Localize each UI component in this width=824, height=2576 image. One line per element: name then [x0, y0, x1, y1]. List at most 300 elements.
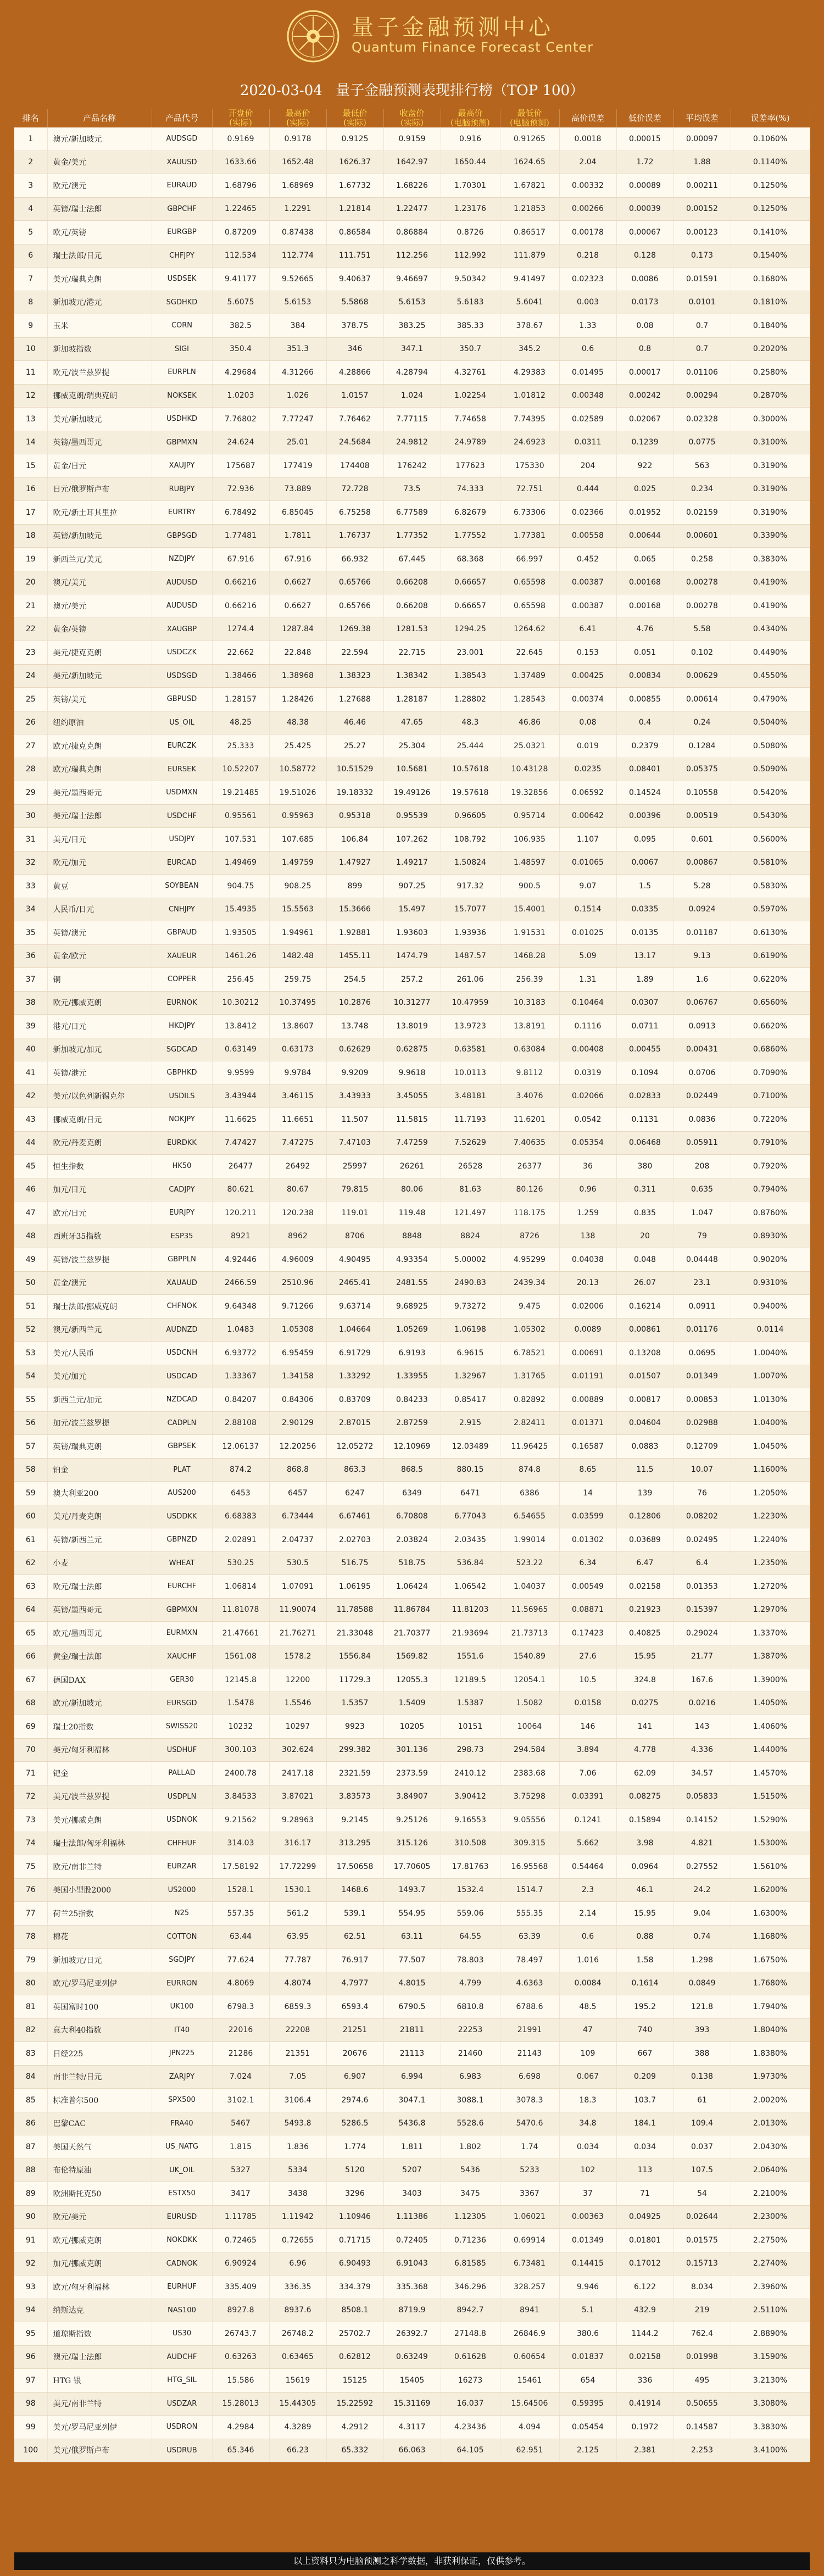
value-cell: 15125 [326, 2369, 383, 2393]
value-cell: 62.951 [500, 2439, 559, 2462]
value-cell: 9.05556 [500, 1809, 559, 1832]
value-cell: 328.257 [500, 2275, 559, 2299]
rank-cell: 75 [14, 1855, 47, 1879]
product-name-cell: 加元/挪威克朗 [47, 2252, 152, 2275]
product-name-cell: 欧元/罗马尼亚列伊 [47, 1972, 152, 1995]
product-name-cell: 日经225 [47, 2042, 152, 2066]
value-cell: 10.30212 [212, 991, 269, 1015]
product-name-cell: 美元/日元 [47, 828, 152, 852]
value-cell: 2.0640% [731, 2158, 810, 2182]
value-cell: 0.71715 [326, 2229, 383, 2252]
rank-cell: 88 [14, 2158, 47, 2182]
value-cell: 1551.6 [441, 1645, 500, 1668]
table-row [14, 2345, 810, 2369]
value-cell: 1.68969 [269, 174, 326, 198]
value-cell: 7.47103 [326, 1131, 383, 1155]
value-cell: 9.475 [500, 1295, 559, 1318]
value-cell: 0.01591 [673, 268, 731, 291]
value-cell: 62.09 [616, 1762, 673, 1785]
value-cell: 4.6363 [500, 1972, 559, 1995]
value-cell: 868.8 [269, 1458, 326, 1482]
product-name-cell: 英镑/瑞士法郎 [47, 197, 152, 221]
column-header: 排名 [14, 109, 47, 127]
value-cell: 6.698 [500, 2065, 559, 2089]
value-cell: 0.0542 [559, 1108, 616, 1132]
value-cell: 6.907 [326, 2065, 383, 2089]
product-code-cell: USDCNH [152, 1342, 212, 1365]
value-cell: 6.67461 [326, 1505, 383, 1528]
value-cell: 0.01998 [673, 2345, 731, 2369]
value-cell: 24.6923 [500, 431, 559, 454]
value-cell: 9.64348 [212, 1295, 269, 1318]
value-cell: 66.23 [269, 2439, 326, 2462]
product-name-cell: 新加坡元/港元 [47, 291, 152, 314]
table-row [14, 1972, 810, 1995]
value-cell: 1.11785 [212, 2205, 269, 2229]
rank-cell: 1 [14, 127, 47, 151]
value-cell: 3.90412 [441, 1785, 500, 1809]
value-cell: 2.915 [441, 1411, 500, 1435]
value-cell: 301.136 [383, 1738, 441, 1762]
value-cell: 1.28802 [441, 688, 500, 711]
rank-cell: 58 [14, 1458, 47, 1482]
rank-cell: 11 [14, 361, 47, 385]
table-row [14, 1855, 810, 1879]
value-cell: 0.00387 [559, 571, 616, 594]
product-code-cell: USDDKK [152, 1505, 212, 1528]
value-cell: 66.932 [326, 548, 383, 571]
value-cell: 1578.2 [269, 1645, 326, 1668]
value-cell: 1.5082 [500, 1692, 559, 1715]
table-row [14, 291, 810, 314]
value-cell: 1.34158 [269, 1365, 326, 1388]
value-cell: 1.89 [616, 968, 673, 992]
value-cell: 4.23436 [441, 2416, 500, 2439]
value-cell: 9.50342 [441, 268, 500, 291]
product-code-cell: EURNOK [152, 991, 212, 1015]
value-cell: 10.37495 [269, 991, 326, 1015]
product-code-cell: US_OIL [152, 711, 212, 735]
value-cell: 1633.66 [212, 151, 269, 174]
rank-cell: 8 [14, 291, 47, 314]
value-cell: 62.51 [326, 1925, 383, 1949]
value-cell: 0.02067 [616, 408, 673, 431]
value-cell: 0.01837 [559, 2345, 616, 2369]
value-cell: 8848 [383, 1225, 441, 1248]
value-cell: 315.126 [383, 1832, 441, 1855]
value-cell: 16.037 [441, 2392, 500, 2416]
value-cell: 380 [616, 1155, 673, 1178]
value-cell: 0.01801 [616, 2229, 673, 2252]
value-cell: 119.48 [383, 1201, 441, 1225]
value-cell: 256.45 [212, 968, 269, 992]
value-cell: 0.0216 [673, 1692, 731, 1715]
value-cell: 0.1239 [616, 431, 673, 454]
value-cell: 10.31277 [383, 991, 441, 1015]
value-cell: 0.1810% [731, 291, 810, 314]
value-cell: 740 [616, 2018, 673, 2042]
value-cell: 12055.3 [383, 1668, 441, 1692]
value-cell: 0.14152 [673, 1809, 731, 1832]
value-cell: 0.7220% [731, 1108, 810, 1132]
value-cell: 0.02988 [673, 1411, 731, 1435]
value-cell: 24.624 [212, 431, 269, 454]
value-cell: 1.836 [269, 2135, 326, 2159]
value-cell: 21351 [269, 2042, 326, 2066]
value-cell: 2.02703 [326, 1528, 383, 1552]
value-cell: 1.026 [269, 384, 326, 408]
value-cell: 3102.1 [212, 2089, 269, 2112]
product-code-cell: US_NATG [152, 2135, 212, 2159]
value-cell: 1.5387 [441, 1692, 500, 1715]
product-code-cell: NZDCAD [152, 1388, 212, 1412]
product-name-cell: 恒生指数 [47, 1155, 152, 1178]
value-cell: 0.5090% [731, 758, 810, 781]
value-cell: 112.256 [383, 244, 441, 268]
table-row [14, 1435, 810, 1459]
value-cell: 1.33292 [326, 1365, 383, 1388]
value-cell: 4.8074 [269, 1972, 326, 1995]
value-cell: 15.5563 [269, 898, 326, 921]
product-name-cell: 美国小型股2000 [47, 1878, 152, 1902]
value-cell: 0.0311 [559, 431, 616, 454]
value-cell: 5436.8 [383, 2112, 441, 2135]
value-cell: 10.3183 [500, 991, 559, 1015]
value-cell: 10151 [441, 1715, 500, 1739]
value-cell: 2481.55 [383, 1271, 441, 1295]
rank-cell: 76 [14, 1878, 47, 1902]
rank-cell: 62 [14, 1551, 47, 1575]
value-cell: 324.8 [616, 1668, 673, 1692]
value-cell: 9.9784 [269, 1061, 326, 1085]
table-row [14, 1528, 810, 1552]
value-cell: 6.994 [383, 2065, 441, 2089]
value-cell: 6.91729 [326, 1342, 383, 1365]
value-cell: 0.9310% [731, 1271, 810, 1295]
value-cell: 21.47661 [212, 1622, 269, 1645]
value-cell: 2.2740% [731, 2252, 810, 2275]
table-row [14, 1645, 810, 1668]
value-cell: 0.0307 [616, 991, 673, 1015]
value-cell: 19.32856 [500, 781, 559, 805]
value-cell: 1.50824 [441, 851, 500, 875]
value-cell: 0.0706 [673, 1061, 731, 1085]
value-cell: 0.74 [673, 1925, 731, 1949]
value-cell: 0.3190% [731, 477, 810, 501]
value-cell: 9.9209 [326, 1061, 383, 1085]
rank-cell: 27 [14, 735, 47, 758]
value-cell: 6.34 [559, 1551, 616, 1575]
value-cell: 4.3289 [269, 2416, 326, 2439]
value-cell: 1.22465 [212, 197, 269, 221]
value-cell: 1.05302 [500, 1318, 559, 1342]
value-cell: 19.21485 [212, 781, 269, 805]
value-cell: 9923 [326, 1715, 383, 1739]
value-cell: 1.2720% [731, 1575, 810, 1599]
value-cell: 2.04737 [269, 1528, 326, 1552]
value-cell: 11.86784 [383, 1598, 441, 1622]
value-cell: 4.7977 [326, 1972, 383, 1995]
value-cell: 762.4 [673, 2322, 731, 2346]
value-cell: 0.6 [559, 1925, 616, 1949]
value-cell: 432.9 [616, 2299, 673, 2322]
value-cell: 10.07 [673, 1458, 731, 1482]
value-cell: 0.66208 [383, 571, 441, 594]
value-cell: 15461 [500, 2369, 559, 2393]
table-header-row [14, 109, 810, 127]
value-cell: 67.916 [269, 548, 326, 571]
value-cell: 0.96 [559, 1178, 616, 1201]
value-cell: 3.3080% [731, 2392, 810, 2416]
column-header: 产品名称 [47, 109, 152, 127]
product-name-cell: 欧元/美元 [47, 2205, 152, 2229]
value-cell: 554.95 [383, 1902, 441, 1926]
value-cell: 0.06767 [673, 991, 731, 1015]
value-cell: 1.8380% [731, 2042, 810, 2066]
table-row [14, 875, 810, 898]
value-cell: 350.7 [441, 337, 500, 361]
value-cell: 0.00834 [616, 664, 673, 688]
value-cell: 3.46115 [269, 1084, 326, 1108]
value-cell: 67.916 [212, 548, 269, 571]
value-cell: 557.35 [212, 1902, 269, 1926]
product-code-cell: USDCZK [152, 641, 212, 665]
value-cell: 0.01106 [673, 361, 731, 385]
value-cell: 2465.41 [326, 1271, 383, 1295]
value-cell: 2410.12 [441, 1762, 500, 1785]
value-cell: 9.46697 [383, 268, 441, 291]
product-name-cell: 荷兰25指数 [47, 1902, 152, 1926]
value-cell: 78.497 [500, 1949, 559, 1972]
value-cell: 0.02328 [673, 408, 731, 431]
rank-cell: 61 [14, 1528, 47, 1552]
value-cell: 0.00396 [616, 804, 673, 828]
value-cell: 0.4490% [731, 641, 810, 665]
value-cell: 6.983 [441, 2065, 500, 2089]
table-row [14, 477, 810, 501]
product-name-cell: 英镑/新加坡元 [47, 524, 152, 548]
value-cell: 0.04925 [616, 2205, 673, 2229]
value-cell: 0.01507 [616, 1365, 673, 1388]
value-cell: 2.2750% [731, 2229, 810, 2252]
value-cell: 15.95 [616, 1645, 673, 1668]
value-cell: 0.1284 [673, 735, 731, 758]
table-row [14, 1295, 810, 1318]
value-cell: 1556.84 [326, 1645, 383, 1668]
column-header: 低价误差 [616, 109, 673, 127]
value-cell: 120.211 [212, 1201, 269, 1225]
value-cell: 0.00853 [673, 1388, 731, 1412]
value-cell: 917.32 [441, 875, 500, 898]
table-row [14, 314, 810, 338]
value-cell: 68.368 [441, 548, 500, 571]
value-cell: 2974.6 [326, 2089, 383, 2112]
rank-cell: 67 [14, 1668, 47, 1692]
value-cell: 922 [616, 454, 673, 478]
value-cell: 27.6 [559, 1645, 616, 1668]
value-cell: 1.21853 [500, 197, 559, 221]
value-cell: 0.02158 [616, 2345, 673, 2369]
value-cell: 1.06814 [212, 1575, 269, 1599]
table-row [14, 1342, 810, 1365]
value-cell: 15.44305 [269, 2392, 326, 2416]
product-code-cell: US30 [152, 2322, 212, 2346]
value-cell: 106.935 [500, 828, 559, 852]
product-name-cell: 挪威克朗/瑞典克朗 [47, 384, 152, 408]
rank-cell: 48 [14, 1225, 47, 1248]
value-cell: 1.07091 [269, 1575, 326, 1599]
rank-cell: 47 [14, 1201, 47, 1225]
value-cell: 0.1140% [731, 151, 810, 174]
rank-cell: 40 [14, 1038, 47, 1061]
value-cell: 26477 [212, 1155, 269, 1178]
product-code-cell: ESTX50 [152, 2182, 212, 2206]
value-cell: 13.9723 [441, 1015, 500, 1038]
product-name-cell: 美元/加元 [47, 1365, 152, 1388]
value-cell: 19.51026 [269, 781, 326, 805]
value-cell: 0.03391 [559, 1785, 616, 1809]
value-cell: 7.47259 [383, 1131, 441, 1155]
value-cell: 14 [559, 1482, 616, 1505]
product-name-cell: 加元/日元 [47, 1178, 152, 1201]
value-cell: 6.73444 [269, 1505, 326, 1528]
value-cell: 0.02006 [559, 1295, 616, 1318]
product-code-cell: N25 [152, 1902, 212, 1926]
value-cell: 65.346 [212, 2439, 269, 2462]
value-cell: 6.4 [673, 1551, 731, 1575]
value-cell: 21.73713 [500, 1622, 559, 1645]
value-cell: 0.00152 [673, 197, 731, 221]
value-cell: 7.40635 [500, 1131, 559, 1155]
value-cell: 0.01187 [673, 921, 731, 945]
value-cell: 175330 [500, 454, 559, 478]
product-name-cell: 新西兰元/加元 [47, 1388, 152, 1412]
value-cell: 900.5 [500, 875, 559, 898]
value-cell: 536.84 [441, 1551, 500, 1575]
value-cell: 2.253 [673, 2439, 731, 2462]
value-cell: 0.1410% [731, 221, 810, 244]
product-name-cell: 新西兰元/美元 [47, 548, 152, 571]
value-cell: 11.90074 [269, 1598, 326, 1622]
rank-cell: 83 [14, 2042, 47, 2066]
value-cell: 6471 [441, 1482, 500, 1505]
value-cell: 0.037 [673, 2135, 731, 2159]
value-cell: 3417 [212, 2182, 269, 2206]
value-cell: 19.49126 [383, 781, 441, 805]
rank-cell: 19 [14, 548, 47, 571]
value-cell: 3.48181 [441, 1084, 500, 1108]
product-name-cell: 标准普尔500 [47, 2089, 152, 2112]
product-name-cell: 欧洲斯托克50 [47, 2182, 152, 2206]
value-cell: 0.2379 [616, 735, 673, 758]
rank-cell: 98 [14, 2392, 47, 2416]
value-cell: 0.0089 [559, 1318, 616, 1342]
table-row [14, 1201, 810, 1225]
value-cell: 335.368 [383, 2275, 441, 2299]
product-code-cell: SGDCAD [152, 1038, 212, 1061]
value-cell: 0.00363 [559, 2205, 616, 2229]
value-cell: 1.3870% [731, 1645, 810, 1668]
value-cell: 335.409 [212, 2275, 269, 2299]
value-cell: 0.00017 [616, 361, 673, 385]
value-cell: 1144.2 [616, 2322, 673, 2346]
value-cell: 15.64506 [500, 2392, 559, 2416]
value-cell: 4.821 [673, 1832, 731, 1855]
product-name-cell: 港元/日元 [47, 1015, 152, 1038]
value-cell: 0.00558 [559, 524, 616, 548]
value-cell: 11.7193 [441, 1108, 500, 1132]
value-cell: 8508.1 [326, 2299, 383, 2322]
value-cell: 0.82892 [500, 1388, 559, 1412]
value-cell: 9.04 [673, 1902, 731, 1926]
value-cell: 17.72299 [269, 1855, 326, 1879]
rank-cell: 50 [14, 1271, 47, 1295]
value-cell: 0.00178 [559, 221, 616, 244]
value-cell: 6.78492 [212, 501, 269, 525]
value-cell: 3106.4 [269, 2089, 326, 2112]
value-cell: 0.1680% [731, 268, 810, 291]
value-cell: 1.01812 [500, 384, 559, 408]
product-code-cell: ESP35 [152, 1225, 212, 1248]
product-code-cell: GBPSGD [152, 524, 212, 548]
value-cell: 0.6 [559, 337, 616, 361]
value-cell: 654 [559, 2369, 616, 2393]
value-cell: 0.0084 [559, 1972, 616, 1995]
value-cell: 21460 [441, 2042, 500, 2066]
product-name-cell: 欧元/墨西哥元 [47, 1622, 152, 1645]
value-cell: 0.00644 [616, 524, 673, 548]
value-cell: 0.635 [673, 1178, 731, 1201]
table-row [14, 1411, 810, 1435]
value-cell: 0.4190% [731, 571, 810, 594]
value-cell: 177419 [269, 454, 326, 478]
value-cell: 1.99014 [500, 1528, 559, 1552]
value-cell: 7.47275 [269, 1131, 326, 1155]
value-cell: 121.8 [673, 1995, 731, 2019]
value-cell: 9.13 [673, 944, 731, 968]
value-cell: 0.0275 [616, 1692, 673, 1715]
value-cell: 208 [673, 1155, 731, 1178]
product-code-cell: XAUUSD [152, 151, 212, 174]
rank-cell: 39 [14, 1015, 47, 1038]
product-code-cell: US2000 [152, 1878, 212, 1902]
table-row [14, 501, 810, 525]
value-cell: 10.2876 [326, 991, 383, 1015]
value-cell: 0.95714 [500, 804, 559, 828]
value-cell: 12.20256 [269, 1435, 326, 1459]
value-cell: 6.96 [269, 2252, 326, 2275]
value-cell: 21143 [500, 2042, 559, 2066]
product-name-cell: 澳元/新加坡元 [47, 127, 152, 151]
value-cell: 11.6625 [212, 1108, 269, 1132]
value-cell: 4.29383 [500, 361, 559, 385]
value-cell: 71 [616, 2182, 673, 2206]
product-name-cell: 欧元/日元 [47, 1201, 152, 1225]
product-name-cell: 美元/以色列新锡克尔 [47, 1084, 152, 1108]
value-cell: 0.05375 [673, 758, 731, 781]
rank-cell: 6 [14, 244, 47, 268]
value-cell: 1482.48 [269, 944, 326, 968]
value-cell: 0.15397 [673, 1598, 731, 1622]
value-cell: 0.08 [616, 314, 673, 338]
value-cell: 0.59395 [559, 2392, 616, 2416]
value-cell: 65.332 [326, 2439, 383, 2462]
value-cell: 8.034 [673, 2275, 731, 2299]
column-header: 高价误差 [559, 109, 616, 127]
value-cell: 34.57 [673, 1762, 731, 1785]
value-cell: 0.00348 [559, 384, 616, 408]
product-code-cell: HK50 [152, 1155, 212, 1178]
